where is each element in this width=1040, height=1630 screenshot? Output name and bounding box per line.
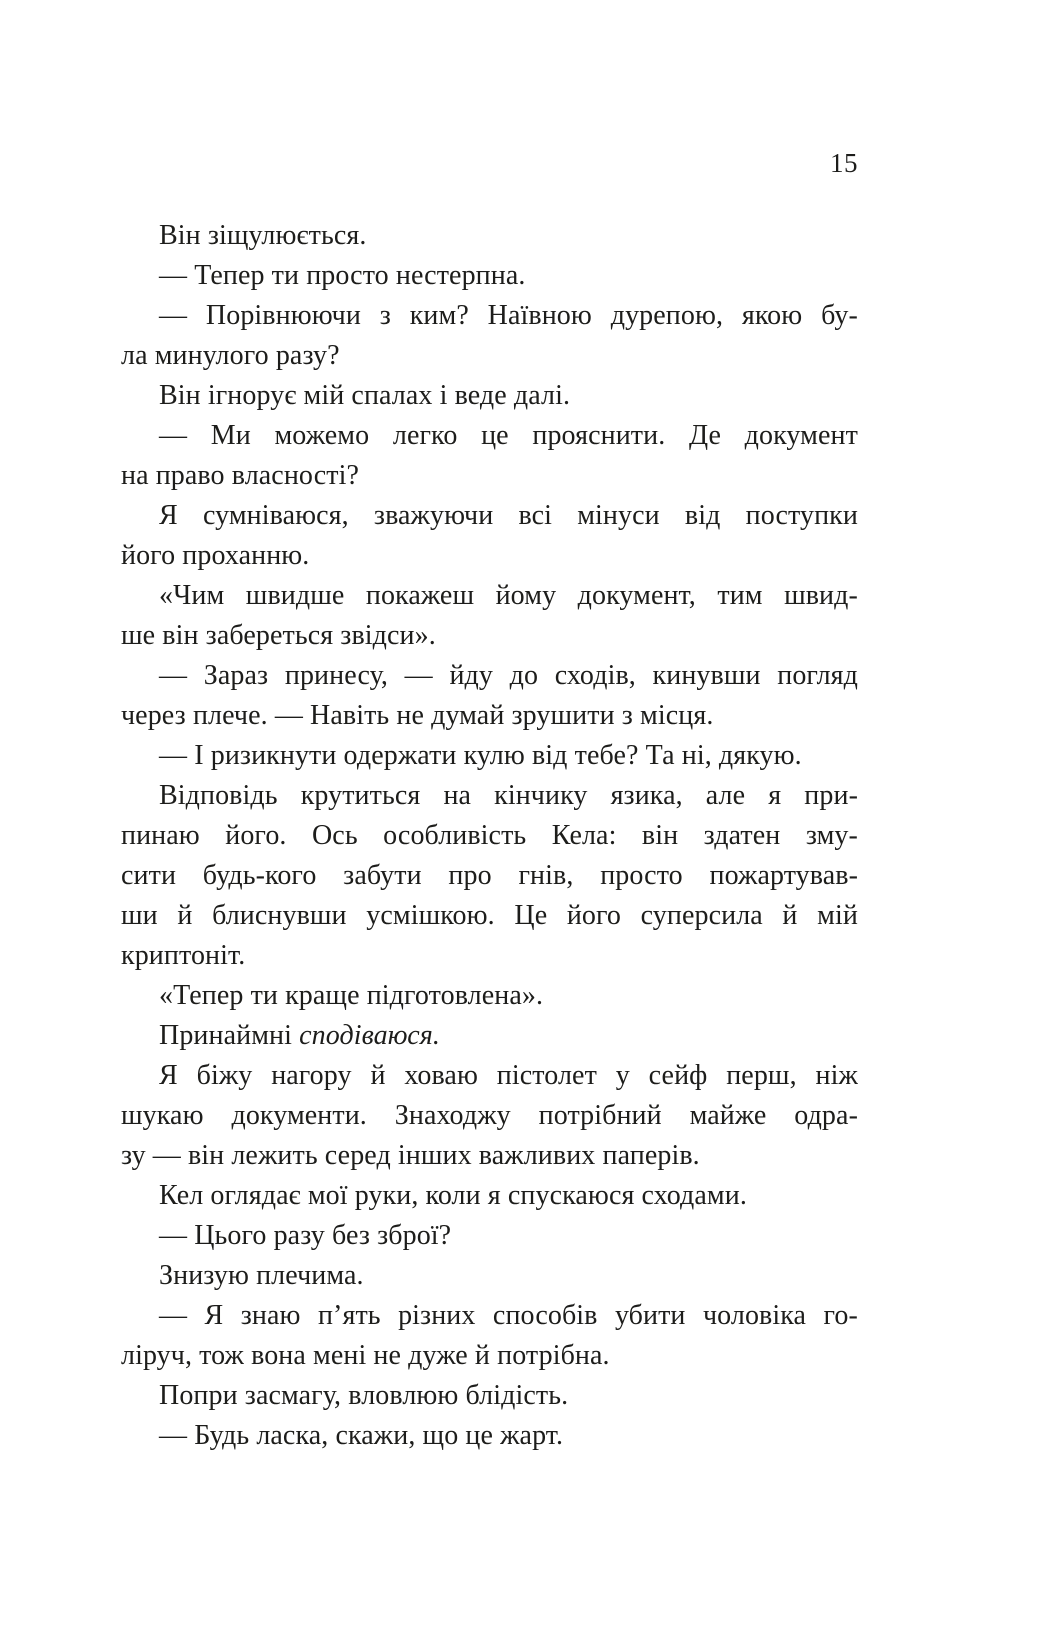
word: просто: [600, 860, 683, 891]
word: пістолет: [496, 1060, 597, 1091]
word: з: [379, 300, 391, 331]
text-line: [121, 416, 858, 456]
word: п’ять: [317, 1300, 381, 1331]
word: сити: [121, 860, 177, 891]
text-line: Попри засмагу, вловлюю блідість.: [159, 1380, 569, 1411]
text-line: ше він забереться звідси».: [121, 620, 436, 651]
word: Порівнюючи: [205, 300, 361, 331]
word: пинаю: [121, 820, 200, 851]
word: Зараз: [203, 660, 269, 691]
word: ким?: [409, 300, 469, 331]
word: —: [159, 420, 188, 451]
word: потрібний: [538, 1100, 662, 1131]
word: легко: [392, 420, 458, 451]
text-line: [121, 296, 858, 336]
word: сумніваюся,: [202, 500, 349, 531]
word: пожартував-: [709, 860, 858, 891]
word: сходів,: [554, 660, 636, 691]
word: Ми: [210, 420, 251, 451]
text-line: — Тепер ти просто нестерпна.: [159, 260, 526, 291]
text-line: [121, 576, 858, 616]
text-line: — Цього разу без зброї?: [159, 1220, 452, 1251]
word: кінчику: [494, 780, 588, 811]
text-line: [121, 1016, 858, 1056]
text-line: [121, 896, 858, 936]
word: Кела:: [551, 820, 617, 851]
word: одра-: [794, 1100, 858, 1131]
word: Ось: [311, 820, 358, 851]
text-line: через плече. — Навіть не думай зрушити з місця.: [121, 700, 714, 731]
text-line: [121, 1096, 858, 1136]
text-line: ліруч, тож вона мені не дуже й потрібна.: [121, 1340, 610, 1371]
word: його.: [225, 820, 287, 851]
text-line: [121, 856, 858, 896]
word: поступки: [745, 500, 858, 531]
word: його: [566, 900, 622, 931]
word: бу-: [821, 300, 858, 331]
text-line: на право власності?: [121, 460, 359, 491]
word: ніж: [815, 1060, 858, 1091]
word: йому: [495, 580, 557, 611]
text-line: — Будь ласка, скажи, що це жарт.: [159, 1420, 564, 1451]
page-number: 15: [830, 148, 858, 178]
word: можемо: [274, 420, 370, 451]
word: ховаю: [404, 1060, 478, 1091]
word: у: [615, 1060, 630, 1091]
word: здатен: [703, 820, 781, 851]
word: перш,: [726, 1060, 797, 1091]
word: дурепою,: [610, 300, 724, 331]
body-text: [121, 216, 858, 1456]
word: Відповідь: [159, 780, 278, 811]
word: йду: [449, 660, 493, 691]
word: забути: [343, 860, 422, 891]
word: зму-: [805, 820, 858, 851]
word: покажеш: [365, 580, 475, 611]
word: кинувши: [652, 660, 761, 691]
text-line: Він ігнорує мій спалах і веде далі.: [159, 380, 571, 411]
word: Де: [688, 420, 722, 451]
text-line: криптоніт.: [121, 940, 246, 971]
text-line: [121, 776, 858, 816]
word: го-: [823, 1300, 858, 1331]
text-line: його проханню.: [121, 540, 310, 571]
word: швид-: [784, 580, 858, 611]
word: майже: [689, 1100, 767, 1131]
word: тим: [717, 580, 763, 611]
word: мінуси: [577, 500, 660, 531]
word: сейф: [648, 1060, 708, 1091]
word: якою: [741, 300, 803, 331]
word: шукаю: [121, 1100, 204, 1131]
word: до: [509, 660, 539, 691]
word: прояснити.: [532, 420, 666, 451]
text-line: [121, 656, 858, 696]
word: від: [684, 500, 721, 531]
word: усмішкою.: [366, 900, 495, 931]
word: чоловіка: [702, 1300, 807, 1331]
word: способів: [492, 1300, 598, 1331]
word: але: [705, 780, 746, 811]
word: й: [177, 900, 193, 931]
word: він: [641, 820, 679, 851]
text-line: зу — він лежить серед інших важливих паперів.: [121, 1140, 700, 1171]
word: при-: [804, 780, 858, 811]
word: документ: [744, 420, 858, 451]
word: принесу,: [284, 660, 389, 691]
word: й: [782, 900, 798, 931]
text-line: [121, 496, 858, 536]
text-line: [121, 1296, 858, 1336]
word: Наївною: [487, 300, 592, 331]
word: це: [481, 420, 509, 451]
text-line: Знизую плечима.: [159, 1260, 364, 1291]
text-line: [121, 816, 858, 856]
word: Я: [159, 1060, 178, 1091]
word: біжу: [196, 1060, 253, 1091]
word: всі: [518, 500, 553, 531]
plain-text: Принаймні: [159, 1020, 300, 1051]
word: убити: [614, 1300, 686, 1331]
word: на: [443, 780, 472, 811]
word: я: [768, 780, 782, 811]
word: документ,: [577, 580, 696, 611]
word: —: [159, 1300, 188, 1331]
word: «Чим: [159, 580, 225, 611]
word: ши: [121, 900, 158, 931]
word: знаю: [240, 1300, 301, 1331]
word: —: [404, 660, 433, 691]
word: блиснувши: [212, 900, 347, 931]
word: —: [159, 300, 188, 331]
word: й: [370, 1060, 386, 1091]
word: про: [448, 860, 492, 891]
word: документи.: [231, 1100, 367, 1131]
word: Це: [514, 900, 548, 931]
text-line: «Тепер ти краще підготовлена».: [159, 980, 544, 1011]
word: погляд: [777, 660, 858, 691]
text-line: [121, 1056, 858, 1096]
text-line: Він зіщулюється.: [159, 220, 367, 251]
word: швидше: [245, 580, 345, 611]
word: різних: [398, 1300, 476, 1331]
word: нагору: [271, 1060, 352, 1091]
word: Знаходжу: [394, 1100, 511, 1131]
word: Я: [204, 1300, 224, 1331]
word: крутиться: [300, 780, 421, 811]
word: гнів,: [518, 860, 574, 891]
text-line: Кел оглядає мої руки, коли я спускаюся сходами.: [159, 1180, 747, 1211]
text-line: — І ризикнути одержати кулю від тебе? Та ні, дякую.: [159, 740, 802, 771]
word: Я: [159, 500, 178, 531]
word: мій: [817, 900, 858, 931]
word: суперсила: [640, 900, 763, 931]
word: особливість: [383, 820, 527, 851]
word: язика,: [610, 780, 683, 811]
text-line: ла минулого разу?: [121, 340, 340, 371]
word: будь-кого: [202, 860, 317, 891]
italic-text: сподіваюся.: [299, 1020, 440, 1051]
word: —: [159, 660, 188, 691]
word: зважуючи: [373, 500, 494, 531]
